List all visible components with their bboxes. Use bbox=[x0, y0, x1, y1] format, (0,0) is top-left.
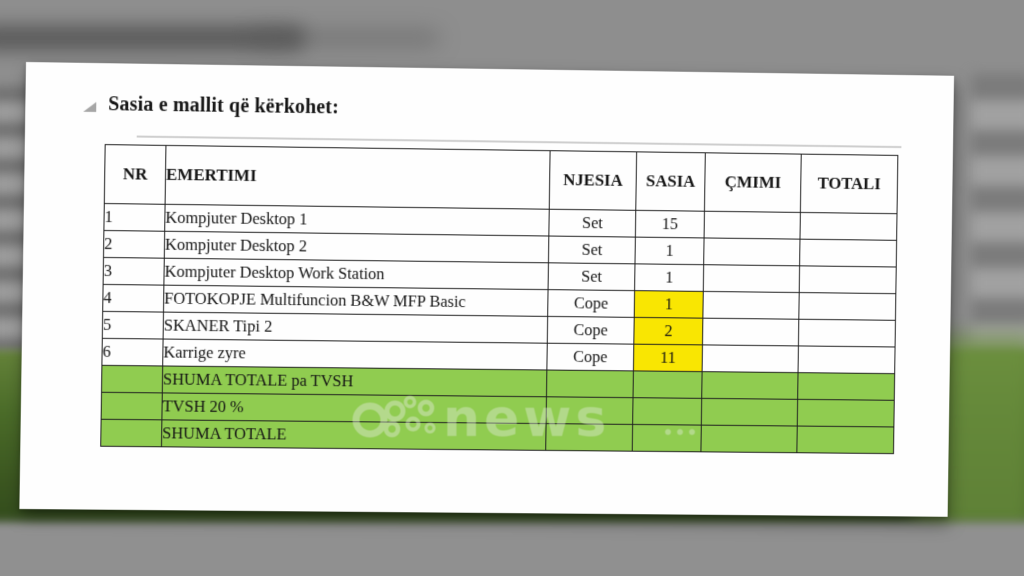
column-header-totali: TOTALI bbox=[800, 154, 897, 214]
cell-emertimi: Kompjuter Desktop 1 bbox=[165, 204, 550, 236]
cell-nr: 4 bbox=[103, 284, 164, 312]
column-header-emertimi: EMERTIMI bbox=[165, 145, 550, 209]
cell-emertimi: SKANER Tipi 2 bbox=[163, 312, 548, 343]
cell-nr bbox=[101, 392, 162, 420]
cell-njesia: Set bbox=[549, 209, 636, 237]
cell-cmimi bbox=[704, 211, 800, 239]
cell-cmimi bbox=[702, 372, 798, 400]
cell-sasia-highlighted: 2 bbox=[634, 317, 703, 345]
cell-nr: 3 bbox=[103, 257, 164, 285]
cell-nr: 5 bbox=[102, 311, 163, 339]
cell-nr bbox=[101, 365, 162, 393]
cell-cmimi bbox=[704, 238, 800, 266]
outline-marker-icon bbox=[83, 102, 96, 112]
background-top-left-smudge-2 bbox=[250, 30, 440, 46]
cell-cmimi bbox=[703, 291, 799, 319]
document-title: Sasia e mallit që kërkohet: bbox=[108, 93, 340, 119]
cell-totali bbox=[799, 293, 896, 321]
oranews-logo-icon bbox=[350, 384, 710, 444]
title-row bbox=[83, 93, 339, 120]
summary-label: SHUMA TOTALE bbox=[161, 420, 546, 451]
cell-sasia: 1 bbox=[635, 264, 704, 292]
oranews-watermark bbox=[350, 384, 710, 449]
cell-totali bbox=[798, 319, 895, 347]
cell-totali bbox=[797, 399, 894, 427]
cell-totali bbox=[797, 426, 894, 454]
cell-njesia: Set bbox=[548, 263, 635, 291]
column-header-nr: NR bbox=[104, 145, 166, 205]
summary-label: SHUMA TOTALE pa TVSH bbox=[162, 366, 547, 397]
cell-njesia: Set bbox=[548, 236, 635, 264]
summary-label: TVSH 20 % bbox=[162, 393, 547, 424]
cell-emertimi: FOTOKOPJE Multifuncion B&W MFP Basic bbox=[163, 285, 548, 316]
background-bottom-gray-band bbox=[0, 522, 1024, 576]
cell-nr: 2 bbox=[103, 230, 164, 258]
table-header-row bbox=[104, 145, 898, 214]
cell-sasia-highlighted: 1 bbox=[634, 291, 703, 319]
background-right-stripes bbox=[972, 74, 1024, 374]
column-header-sasia: SASIA bbox=[636, 152, 706, 211]
cell-cmimi bbox=[703, 265, 799, 293]
cell-emertimi: Karrige zyre bbox=[163, 339, 548, 370]
watermark-text: news bbox=[443, 389, 611, 444]
cell-totali bbox=[798, 373, 895, 401]
cell-sasia: 15 bbox=[635, 210, 704, 238]
column-header-njesia: NJESIA bbox=[549, 151, 636, 211]
cell-cmimi bbox=[701, 425, 797, 453]
cell-nr bbox=[101, 419, 162, 447]
cell-sasia-highlighted: 11 bbox=[633, 344, 702, 371]
cell-njesia: Cope bbox=[547, 343, 634, 371]
cell-njesia: Cope bbox=[548, 290, 635, 318]
cell-totali bbox=[800, 239, 897, 267]
cell-njesia: Cope bbox=[547, 316, 634, 344]
cell-cmimi bbox=[702, 318, 798, 346]
cell-totali bbox=[798, 346, 895, 374]
cell-nr: 1 bbox=[104, 204, 165, 232]
column-header-cmimi: ÇMIMI bbox=[704, 153, 801, 213]
cell-sasia: 1 bbox=[635, 237, 704, 265]
cell-nr: 6 bbox=[102, 338, 163, 366]
cell-totali bbox=[799, 266, 896, 294]
cell-emertimi: Kompjuter Desktop 2 bbox=[164, 231, 549, 263]
cell-emertimi: Kompjuter Desktop Work Station bbox=[164, 258, 549, 289]
cell-cmimi bbox=[702, 345, 798, 373]
cell-totali bbox=[800, 212, 897, 240]
cell-cmimi bbox=[701, 398, 797, 426]
